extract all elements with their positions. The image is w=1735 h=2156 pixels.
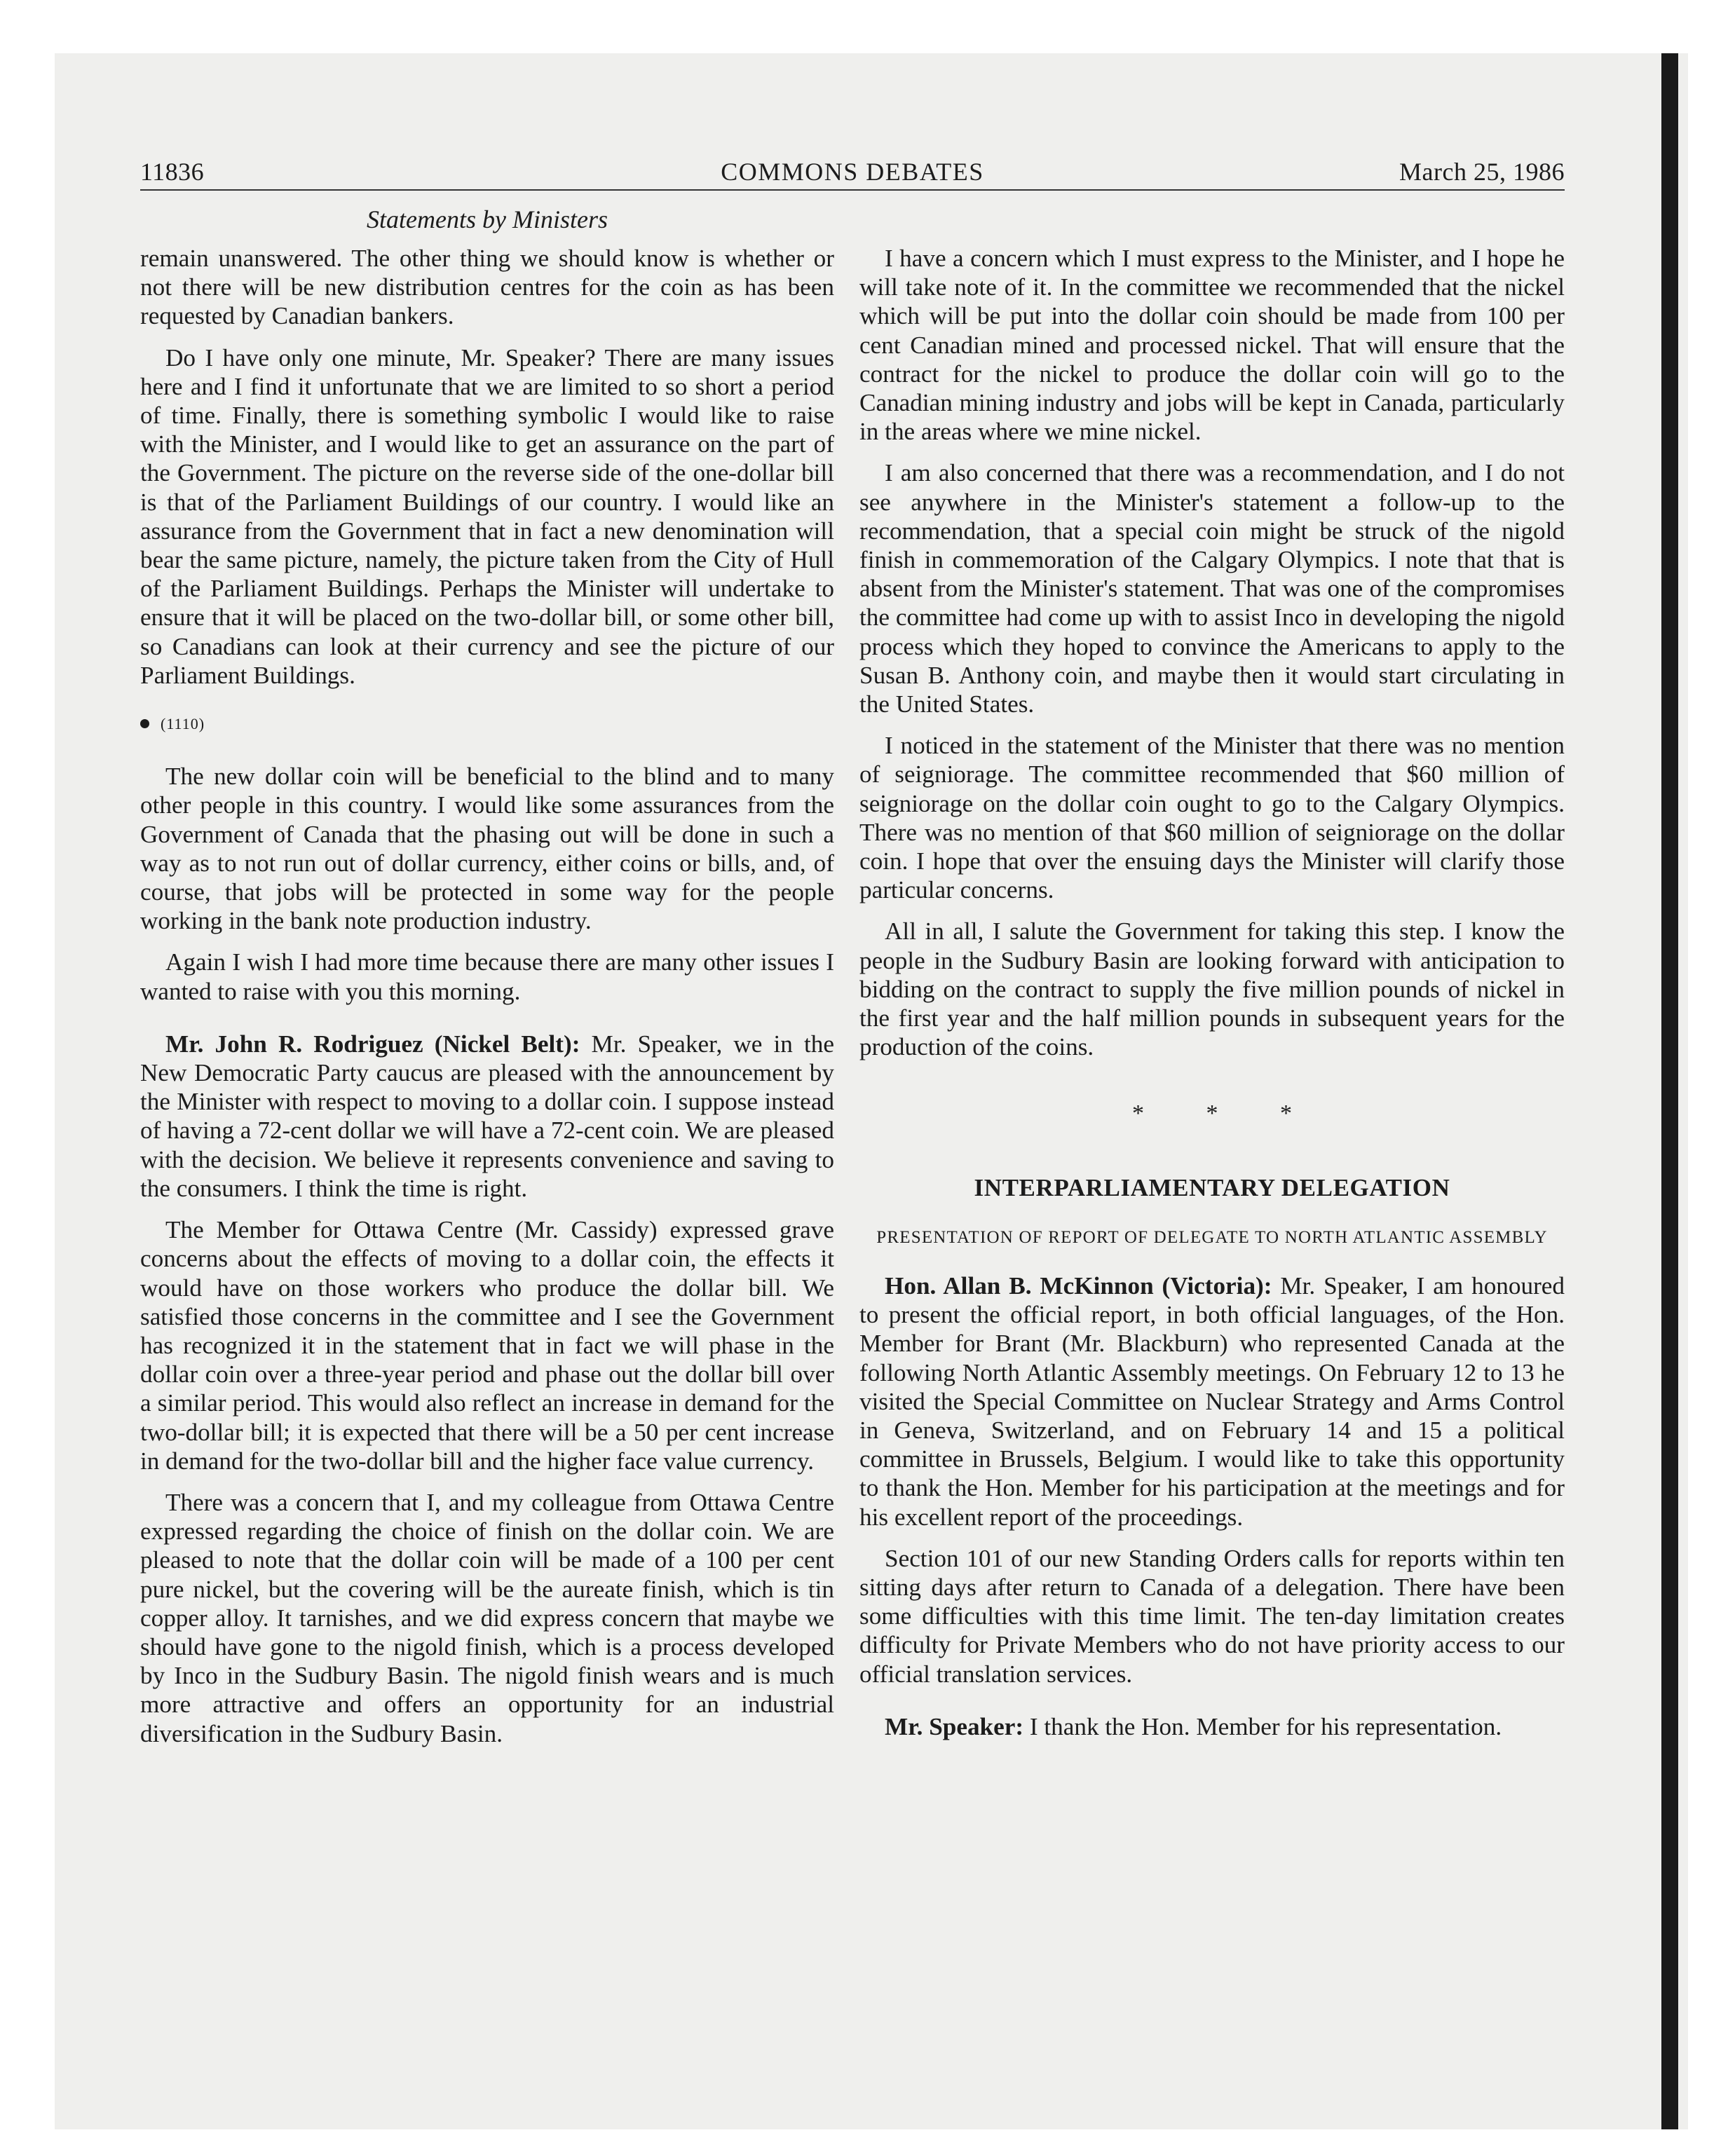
speaker-name: Mr. John R. Rodriguez (Nickel Belt): xyxy=(165,1030,580,1058)
paragraph: I am also concerned that there was a recommendation, and I do not see anywhere in the Minister's statement a follow-up to the recommendation, that a special coin might be struck of the nigold finish in commemoration of the Calgary Olympics. I note that that is absent from the Minister's statement. That was one of the compromises the committee had come up with to assist Inco in developing the nigold process which they hoped to convince the Americans to apply to the Susan B. Anthony coin, and maybe then it would start circulating in the United States. xyxy=(859,459,1565,718)
speaker-name: Hon. Allan B. McKinnon (Victoria): xyxy=(885,1271,1272,1299)
header-rule xyxy=(140,189,1565,191)
paragraph: The new dollar coin will be beneficial to the blind and to many other people in this country. I would like some assurances from the Government of Canada that the phasing out will be done in such a way as to not run out of dollar currency, either coins or bills, and, of course, that jobs will be protected in some way for the people working in the bank note production industry. xyxy=(140,763,834,935)
speech-text: I thank the Hon. Member for his representation. xyxy=(1023,1712,1502,1740)
speech-text: Mr. Speaker, we in the New Democratic Party caucus are pleased with the announcement by the Minister with respect to moving to a dollar coin. I suppose instead of having a 72-cent dollar we will have a 72-cent coin. We are pleased with the decision. We believe it represents convenience and saving to the consumers. I think the time is right. xyxy=(140,1030,834,1202)
scan-edge-bar xyxy=(1661,53,1678,2129)
page-number: 11836 xyxy=(140,158,205,186)
publication-date: March 25, 1986 xyxy=(1399,158,1565,186)
paragraph: All in all, I salute the Government for taking this step. I know the people in the Sudbury Basin are looking forward with anticipation to bidding on the contract to supply the five million pounds of nickel in the first year and the half million pounds in subsequent years for the production of the coins. xyxy=(859,917,1565,1061)
paragraph: Do I have only one minute, Mr. Speaker? There are many issues here and I find it unfortunate that we are limited to so short a period of time. Finally, there is something symbolic I would like to raise with the Minister, and I would like to get an assurance on the part of the Government. The picture on the reverse side of the one-dollar bill is that of the Parliament Buildings of our country. I would like an assurance from the Government that in fact a new denomination will bear the same picture, namely, the picture taken from the City of Hull of the Parliament Buildings. Perhaps the Minister will undertake to ensure that it will be placed on the two-dollar bill, or some other bill, so Canadians can look at their currency and see the picture of our Parliament Buildings. xyxy=(140,343,834,689)
paragraph xyxy=(859,1712,1565,1741)
page-header xyxy=(140,157,1565,192)
bullet-icon xyxy=(140,719,149,728)
paragraph xyxy=(859,1271,1565,1531)
time-marker-label: (1110) xyxy=(161,715,205,733)
right-column xyxy=(859,244,1565,1754)
time-marker xyxy=(140,709,834,738)
section-label: Statements by Ministers xyxy=(367,205,608,233)
paragraph: I noticed in the statement of the Minister that there was no mention of seigniorage. The committee recommended that $60 million of seigniorage on the dollar coin ought to go to the Calgary Olympics. There was no mention of that $60 million of seigniorage on the dollar coin. I hope that over the ensuing days the Minister will clarify those particular concerns. xyxy=(859,732,1565,904)
speech-text: Mr. Speaker, I am honoured to present the official report, in both official languages, of the Hon. Member for Brant (Mr. Blackburn) who represented Canada at the following North Atlantic Assembly meetings. On February 12 to 13 he visited the Special Committee on Nuclear Strategy and Arms Control in Geneva, Switzerland, and on February 14 and 15 a political committee in Brussels, Belgium. I would like to take this opportunity to thank the Hon. Member for his participation at the meetings and for his excellent report of the proceedings. xyxy=(859,1271,1565,1531)
paragraph: I have a concern which I must express to the Minister, and I hope he will take note of it. In the committee we recommended that the nickel which will be put into the dollar coin should be made from 100 per cent Canadian mined and processed nickel. That will ensure that the contract for the nickel to produce the dollar coin will go to the Canadian mining industry and jobs will be kept in Canada, particularly in the areas where we mine nickel. xyxy=(859,245,1565,446)
section-subheading: PRESENTATION OF REPORT OF DELEGATE TO NORTH ATLANTIC ASSEMBLY xyxy=(876,1227,1548,1247)
paragraph: There was a concern that I, and my colleague from Ottawa Centre expressed regarding the choice of finish on the dollar coin. We are pleased to note that the dollar coin will be made of a 100 per cent pure nickel, but the covering will be the aureate finish, which is tin copper alloy. It tarnishes, and we did express concern that maybe we should have gone to the nigold finish, which is a process developed by Inco in the Sudbury Basin. The nigold finish wears and is much more attractive and offers an opportunity for an industrial diversification in the Sudbury Basin. xyxy=(140,1488,834,1747)
speaker-name: Mr. Speaker: xyxy=(885,1712,1024,1740)
section-separator: * * * xyxy=(1132,1100,1320,1127)
paragraph: Section 101 of our new Standing Orders calls for reports within ten sitting days after return to Canada of a delegation. There have been some difficulties with this time limit. The ten-day limitation creates difficulty for Private Members who do not have priority access to our official translation services. xyxy=(859,1544,1565,1688)
paragraph: The Member for Ottawa Centre (Mr. Cassidy) expressed grave concerns about the effects of moving to a dollar coin, the effects it would have on those workers who produce the dollar bill. We satisfied those concerns in the committee and I see the Government has recognized it in the statement that in fact we will phase in the dollar coin over a three-year period and phase out the dollar bill over a similar period. This would also reflect an increase in demand for the two-dollar bill; it is expected that there will be a 50 per cent increase in demand for the two-dollar bill and the higher face value currency. xyxy=(140,1216,834,1475)
paragraph xyxy=(140,1030,834,1203)
publication-title: COMMONS DEBATES xyxy=(721,158,984,186)
left-column xyxy=(140,244,834,1761)
section-heading: INTERPARLIAMENTARY DELEGATION xyxy=(974,1173,1450,1201)
paragraph: remain unanswered. The other thing we should know is whether or not there will be new distribution centres for the coin as has been requested by Canadian bankers. xyxy=(140,245,834,330)
paragraph: Again I wish I had more time because there are many other issues I wanted to raise with you this morning. xyxy=(140,948,834,1005)
